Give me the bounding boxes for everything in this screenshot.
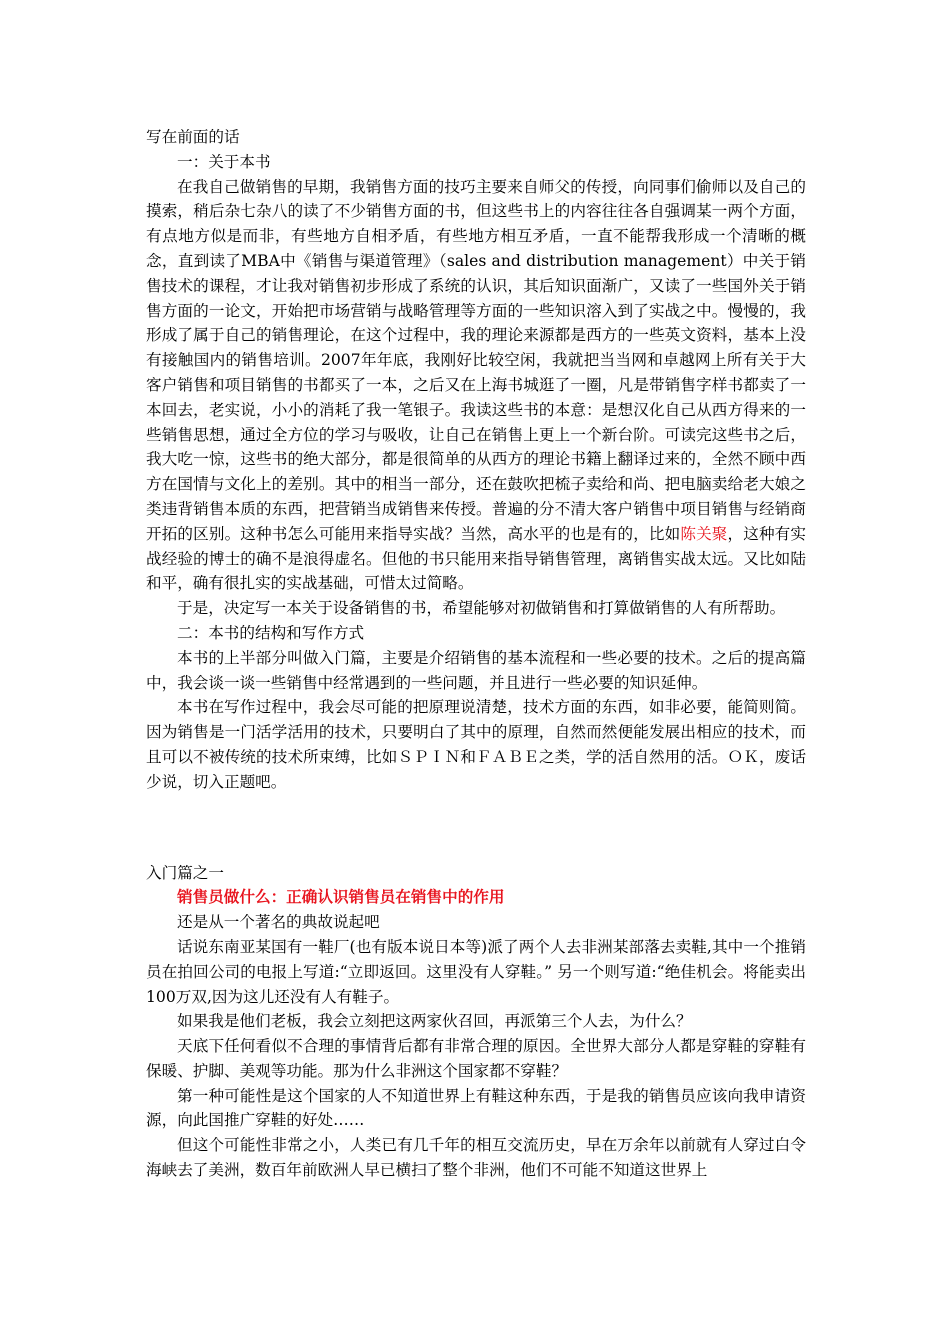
section-title-about-book: 一：关于本书 xyxy=(177,152,271,171)
preface-paragraph-4: 本书在写作过程中，我会尽可能的把原理说清楚，技术方面的东西，如非必要，能简则简。因为销售是一门活学活用的技术，只要明白了其中的原理，自然而然便能发展出相应的技术，而且可以不被传统的技术所束缚，比如ＳＰＩＮ和ＦＡＢＥ之类，学的活自然用的活。ＯＫ，废话少说，切入正题吧。 xyxy=(146,698,806,791)
preface-heading: 写在前面的话 xyxy=(146,128,240,146)
author-name-highlight: 陈关聚 xyxy=(680,524,728,543)
chapter-paragraph-1: 还是从一个著名的典故说起吧 xyxy=(177,913,380,932)
chapter-paragraph-3: 如果我是他们老板，我会立刻把这两家伙召回，再派第三个人去，为什么？ xyxy=(177,1012,692,1031)
preface-paragraph-1-text-a: 在我自己做销售的早期，我销售方面的技巧主要来自师父的传授，向同事们偷师以及自己的摸索，稍后杂七杂八的读了不少销售方面的书，但这些书上的内容往往各自强调某一两个方面，有点地方似是而非，有些地方自相矛盾，有些地方相互矛盾，一直不能帮我形成一个清晰的概念，直到读了MBA中《销售与渠道管理》（sales and distribution management）中关于销售技术的课程，才让我对销售初步形成了系统的认识，其后知识面渐广，又读了一些国外关于销售方面的一论文，开始把市场营销与战略管理等方面的一些知识溶入到了实战之中。慢慢的，我形成了属于自己的销售理论，在这个过程中，我的理论来源都是西方的一些英文资料，基本上没有接触国内的销售培训。2007年年底，我刚好比较空闲，我就把当当网和卓越网上所有关于大客户销售和项目销售的书都买了一本，之后又在上海书城逛了一圈，凡是带销售字样书都卖了一本回去，老实说，小小的消耗了我一笔银子。我读这些书的本意：是想汉化自己从西方得来的一些销售思想，通过全方位的学习与吸收，让自己在销售上更上一个新台阶。可读完这些书之后，我大吃一惊，这些书的绝大部分，都是很简单的从西方的理论书籍上翻译过来的，全然不顾中西方在国情与文化上的差别。其中的相当一部分，还在鼓吹把梳子卖给和尚、把电脑卖给老大娘之类违背销售本质的东西，把营销当成销售来传授。普遍的分不清大客户销售中项目销售与经销商开拓的区别。这种书怎么可能用来指导实战？当然，高水平的也是有的，比如 xyxy=(146,177,806,543)
section-spacer xyxy=(146,795,806,861)
section-title-structure: 二：本书的结构和写作方式 xyxy=(177,623,365,642)
chapter-heading: 入门篇之一 xyxy=(146,863,224,882)
chapter-paragraph-5: 第一种可能性是这个国家的人不知道世界上有鞋这种东西，于是我的销售员应该向我申请资源，向此国推广穿鞋的好处…… xyxy=(146,1086,806,1130)
preface-paragraph-1 xyxy=(146,175,806,597)
chapter-title: 销售员做什么：正确认识销售员在销售中的作用 xyxy=(177,888,505,907)
document-body xyxy=(146,125,806,1183)
preface-paragraph-1-text-b: ，这种有实战经验的博士的确不是浪得虚名。但他的书只能用来指导销售管理，离销售实战太远。又比如陆和平，确有很扎实的实战基础，可惜太过简略。 xyxy=(146,524,806,593)
chapter-paragraph-4: 天底下任何看似不合理的事情背后都有非常合理的原因。全世界大部分人都是穿鞋的穿鞋有保暖、护脚、美观等功能。那为什么非洲这个国家都不穿鞋？ xyxy=(146,1037,806,1080)
preface-paragraph-3: 本书的上半部分叫做入门篇，主要是介绍销售的基本流程和一些必要的技术。之后的提高篇中，我会谈一谈一些销售中经常遇到的一些问题，并且进行一些必要的知识延伸。 xyxy=(146,648,806,692)
preface-paragraph-2: 于是，决定写一本关于设备销售的书，希望能够对初做销售和打算做销售的人有所帮助。 xyxy=(177,599,786,618)
chapter-paragraph-2: 话说东南亚某国有一鞋厂(也有版本说日本等)派了两个人去非洲某部落去卖鞋,其中一个推销员在拍回公司的电报上写道:“立即返回。这里没有人穿鞋。” 另一个则写道:“绝佳机会。将能卖出100万双,因为这儿还没有人有鞋子。 xyxy=(146,937,806,1006)
chapter-paragraph-6: 但这个可能性非常之小，人类已有几千年的相互交流历史，早在万余年以前就有人穿过白令海峡去了美洲，数百年前欧洲人早已横扫了整个非洲，他们不可能不知道这世界上 xyxy=(146,1136,806,1180)
